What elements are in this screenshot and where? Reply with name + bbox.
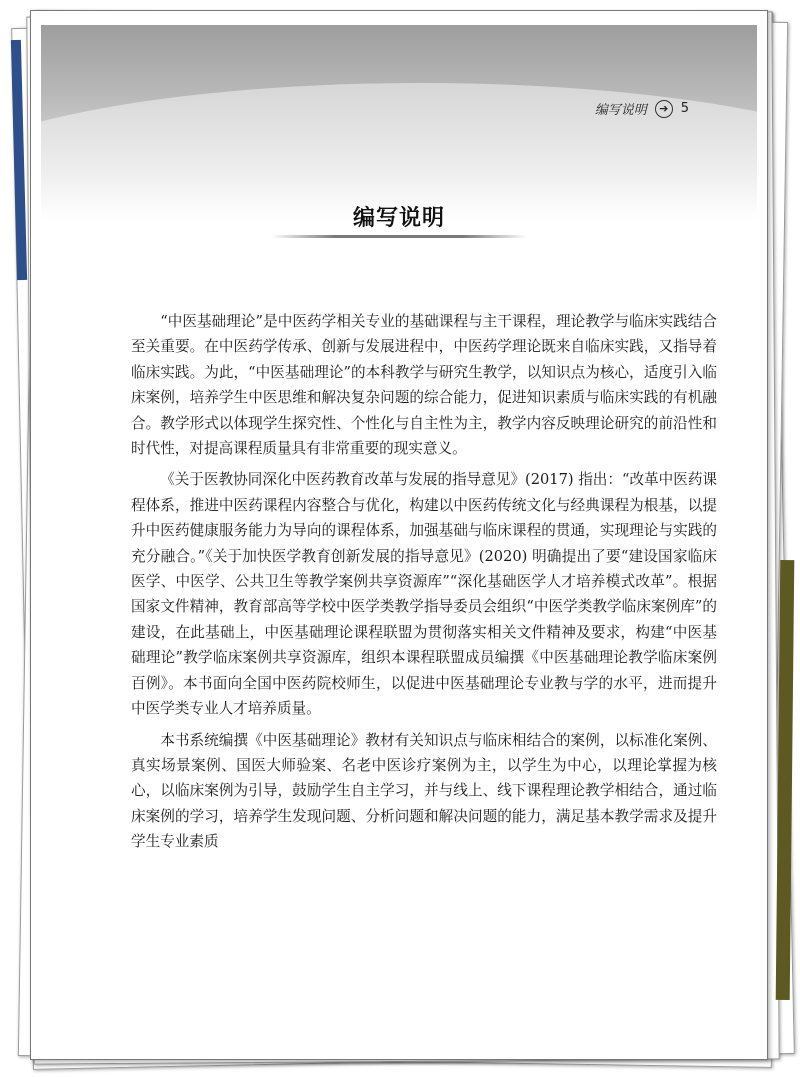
book-page xyxy=(30,10,768,1060)
paragraph: 《关于医教协同深化中医药教育改革与发展的指导意见》(2017) 指出：“改革中医药课程体系，推进中医药课程内容整合与优化，构建以中医药传统文化与经典课程为根基，以提升中医药健康服务能力为导向的课程体系，加强基础与临床课程的贯通，实现理论与实践的充分融合。”《关于加快医学教育创新发展的指导意见》(2020) 明确提出了要“建设国家临床医学、中医学、公共卫生等教学案例共享资源库”“深化基础医学人才培养模式改革”。根据国家文件精神，教育部高等学校中医学类教学指导委员会组织“中医学类教学临床案例库”的建设，在此基础上，中医基础理论课程联盟为贯彻落实相关文件精神及要求，构建“中医基础理论”教学临床案例共享资源库，组织本课程联盟成员编撰《中医基础理论教学临床案例百例》。本书面向全国中医药院校师生，以促进中医基础理论专业教与学的水平，进而提升中医学类专业人才培养质量。 xyxy=(131,471,718,718)
running-head xyxy=(595,99,689,118)
header-band xyxy=(41,25,757,221)
paragraph: 本书系统编撰《中医基础理论》教材有关知识点与临床相结合的案例，以标准化案例、真实场景案例、国医大师验案、名老中医诊疗案例为主，以学生为中心，以理论掌握为核心，以临床案例为引导，鼓励学生自主学习，并与线上、线下课程理论教学相结合，通过临床案例的学习，培养学生发现问题、分析问题和解决问题的能力，满足基本教学需求及提升学生专业素质 xyxy=(131,731,717,851)
section-title: 编写说明 xyxy=(352,206,445,231)
title-underline xyxy=(271,235,527,238)
running-head-title: 编写说明 xyxy=(594,103,647,118)
arrow-right-icon: ➔ xyxy=(655,100,673,118)
body-text xyxy=(131,309,717,861)
page-number: 5 xyxy=(680,101,689,116)
paragraph: “中医基础理论”是中医药学相关专业的基础课程与主干课程，理论教学与临床实践结合至关重要。在中医药学传承、创新与发展进程中，中医药学理论既来自临床实践，又指导着临床实践。为此，“中医基础理论”的本科教学与研究生教学，以知识点为核心，适度引入临床案例，培养学生中医思维和解决复杂问题的综合能力，促进知识素质与临床实践的有机融合。教学形式以体现学生探究性、个性化与自主性为主，教学内容反映理论研究的前沿性和时代性，对提高课程质量具有非常重要的现实意义。 xyxy=(131,313,717,458)
